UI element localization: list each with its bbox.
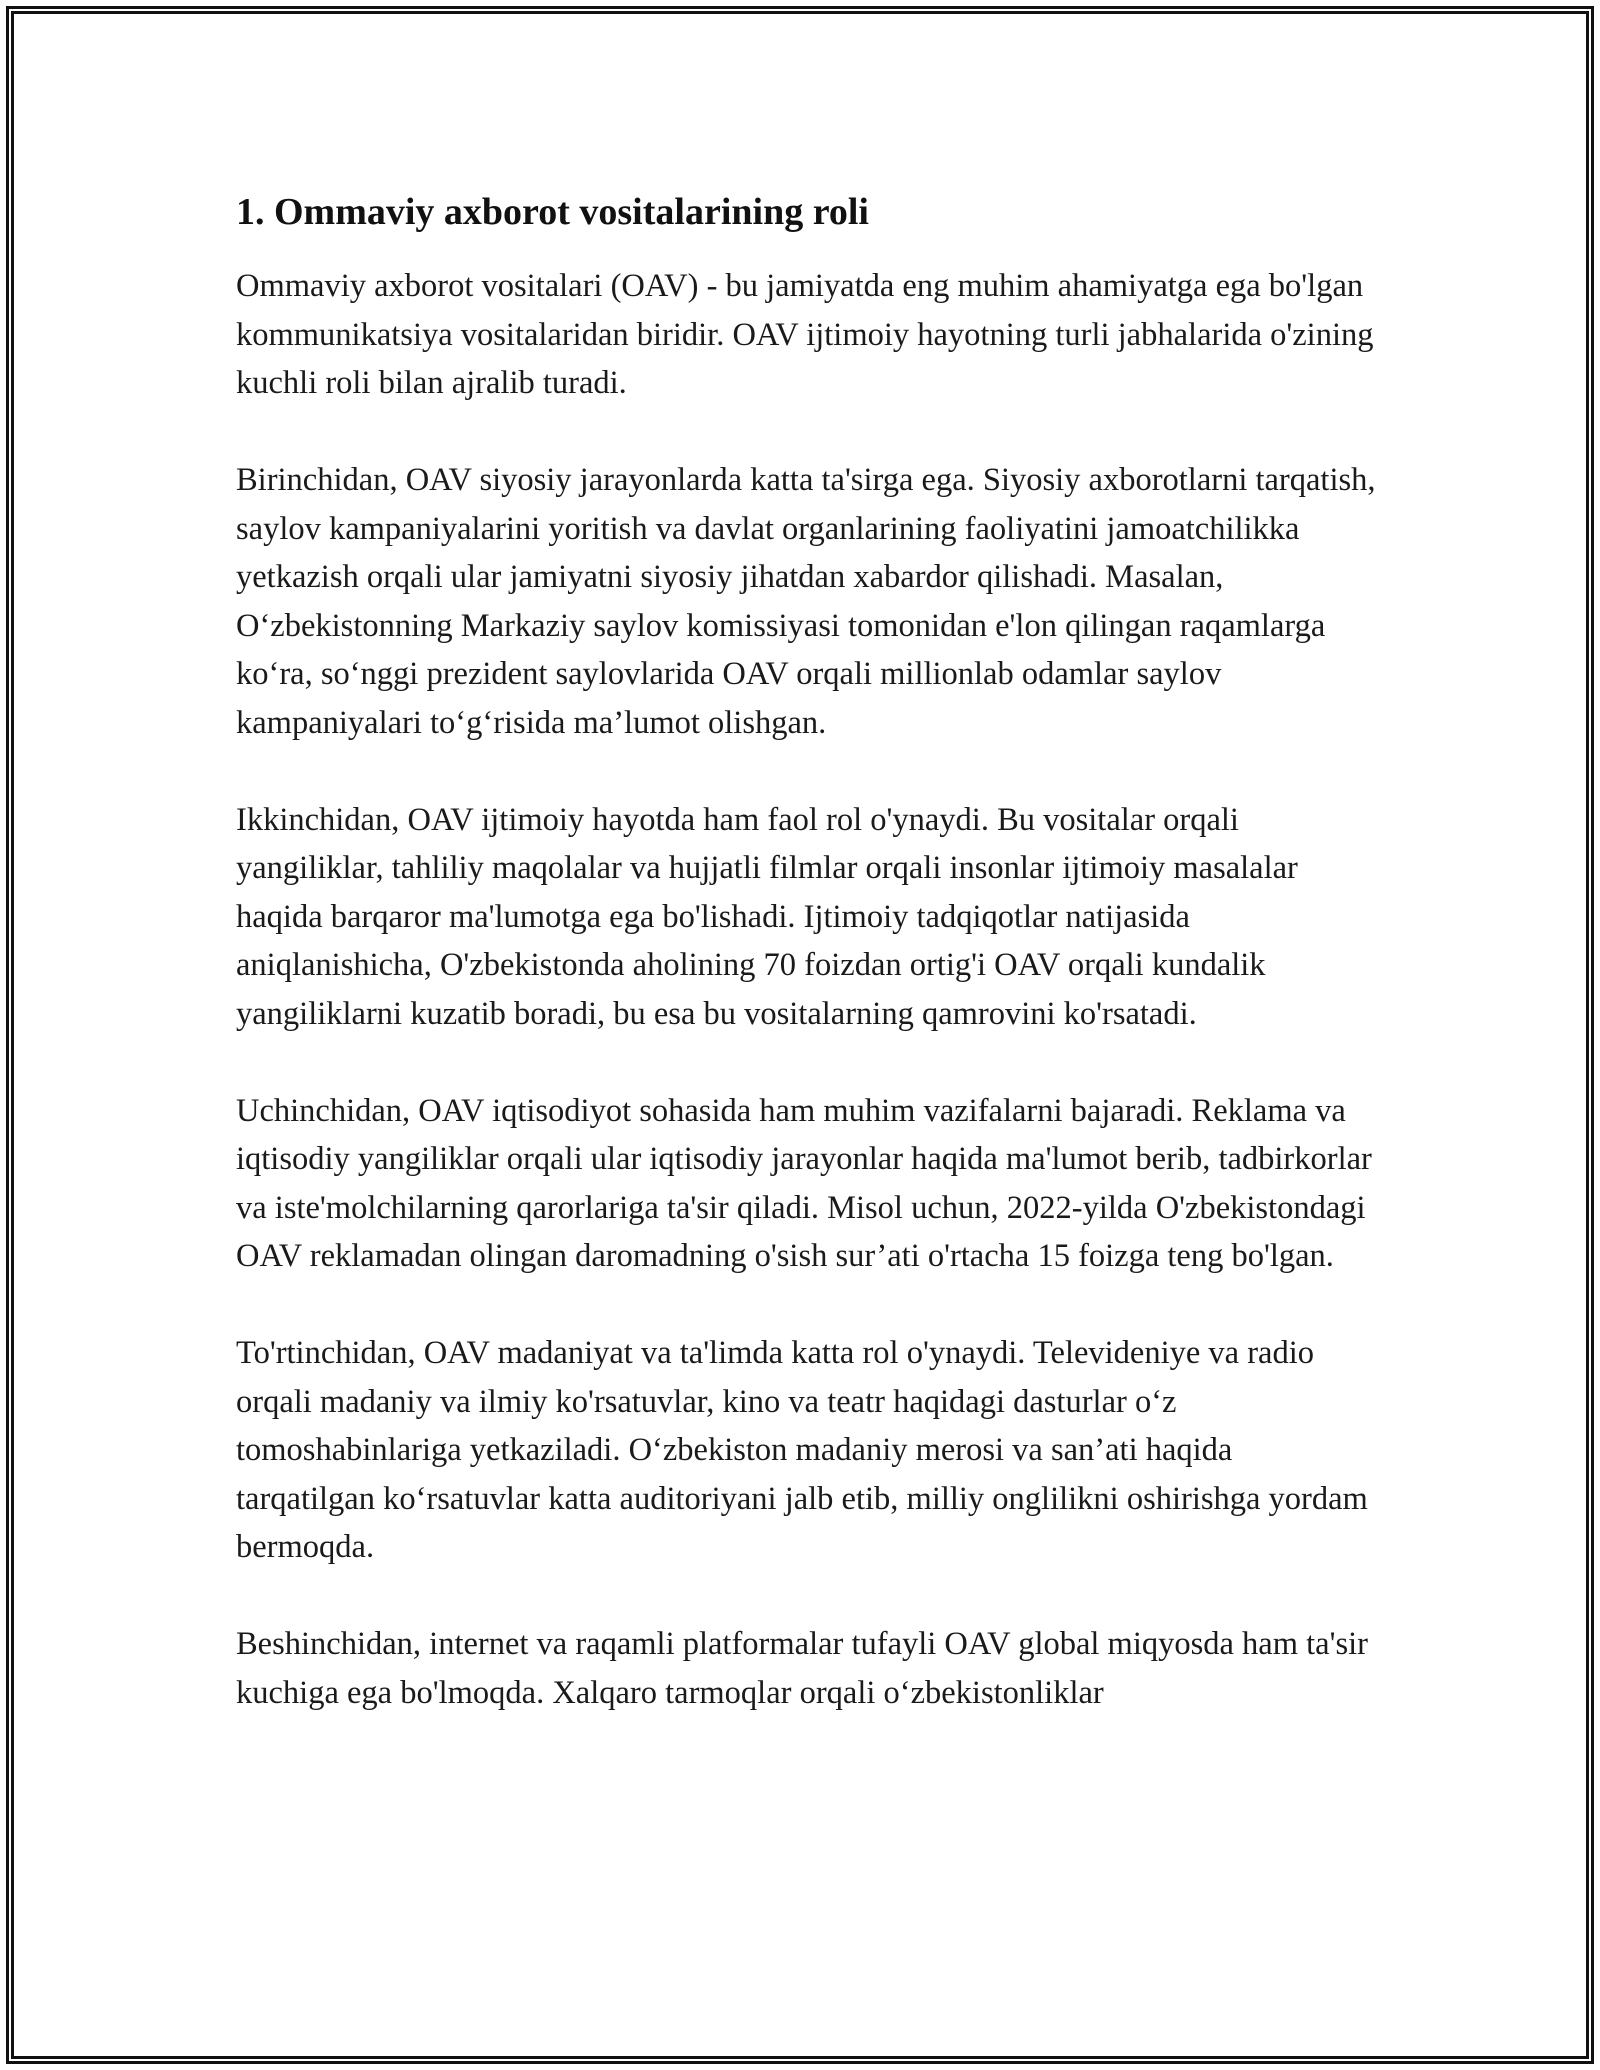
paragraph-cultural: To'rtinchidan, OAV madaniyat va ta'limda katta rol o'ynaydi. Televideniye va radio orqali madaniy va ilmiy ko'rsatuvlar, kino va teatr haqidagi dasturlar o‘z tomoshabinlariga yetkaziladi. O‘zbekiston madaniy merosi va san’ati haqida tarqatilgan ko‘rsatuvlar katta auditoriyani jalb etib, milliy onglilikni oshirishga yordam bermoqda.	[236, 1335, 1368, 1565]
document-body	[236, 188, 1376, 1717]
paragraph-intro: Ommaviy axborot vositalari (OAV) - bu jamiyatda eng muhim ahamiyatga ega bo'lgan kommunikatsiya vositalaridan biridir. OAV ijtimoiy hayotning turli jabhalarida o'zining kuchli roli bilan ajralib turadi.	[236, 268, 1374, 401]
section-heading: 1. Ommaviy axborot vositalarining roli	[236, 191, 869, 233]
paragraph-economic: Uchinchidan, OAV iqtisodiyot sohasida ham muhim vazifalarni bajaradi. Reklama va iqtisodiy yangiliklar orqali ular iqtisodiy jarayonlar haqida ma'lumot berib, tadbirkorlar va iste'molchilarning qarorlariga ta'sir qiladi. Misol uchun, 2022-yilda O'zbekistondagi OAV reklamadan olingan daromadning o'sish sur’ati o'rtacha 15 foizga teng bo'lgan.	[236, 1092, 1372, 1274]
paragraph-digital: Beshinchidan, internet va raqamli platformalar tufayli OAV global miqyosda ham ta'sir kuchiga ega bo'lmoqda. Xalqaro tarmoqlar orqali o‘zbekistonliklar	[236, 1626, 1368, 1711]
paragraph-social: Ikkinchidan, OAV ijtimoiy hayotda ham faol rol o'ynaydi. Bu vositalar orqali yangiliklar, tahliliy maqolalar va hujjatli filmlar orqali insonlar ijtimoiy masalalar haqida barqaror ma'lumotga ega bo'lishadi. Ijtimoiy tadqiqotlar natijasida aniqlanishicha, O'zbekistonda aholining 70 foizdan ortig'i OAV orqali kundalik yangiliklarni kuzatib boradi, bu esa bu vositalarning qamrovini ko'rsatadi.	[236, 801, 1298, 1032]
paragraph-political: Birinchidan, OAV siyosiy jarayonlarda katta ta'sirga ega. Siyosiy axborotlarni tarqatish, saylov kampaniyalarini yoritish va davlat organlarining faoliyatini jamoatchilikka yetkazish orqali ular jamiyatni siyosiy jihatdan xabardor qilishadi. Masalan, O‘zbekistonning Markaziy saylov komissiyasi tomonidan e'lon qilingan raqamlarga ko‘ra, so‘nggi prezident saylovlarida OAV orqali millionlab odamlar saylov kampaniyalari to‘g‘risida ma’lumot olishgan.	[236, 462, 1376, 741]
